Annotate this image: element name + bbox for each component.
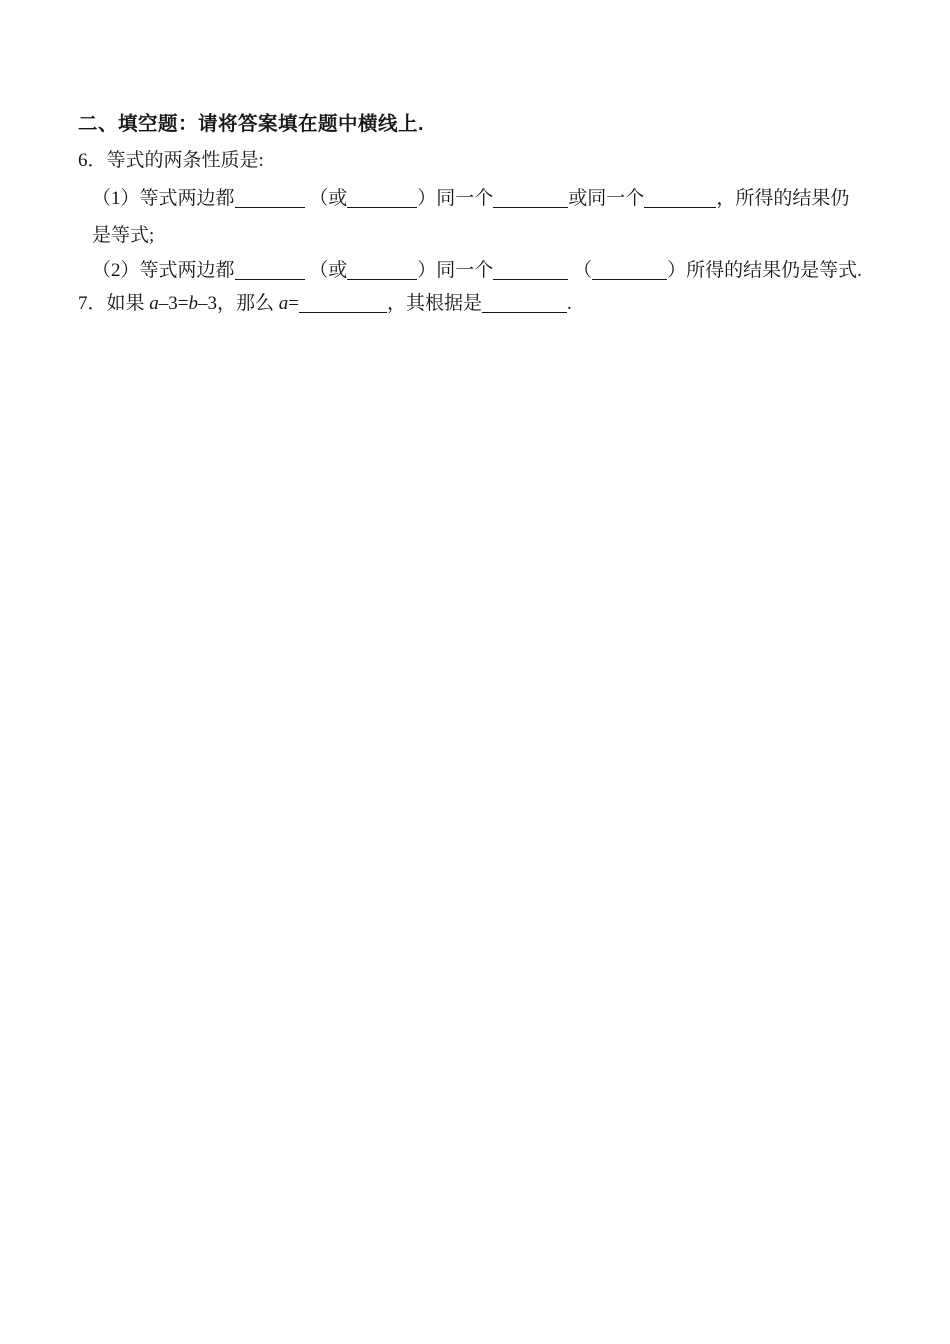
text-segment: a [149,293,159,314]
answer-blank [299,311,387,313]
answer-blank [592,278,667,280]
text-segment: ，其根据是 [386,293,482,314]
text-segment: 7．如果 [78,293,150,314]
question-6-part-1 [92,187,892,211]
answer-blank [644,206,716,208]
question-6-stem: 6．等式的两条性质是: [78,150,264,171]
text-segment: ）同一个 [417,260,494,281]
text-segment: ，所得的结果仍 [716,188,850,209]
text-segment: a [278,293,289,314]
answer-blank [493,278,568,280]
answer-blank [235,278,305,280]
question-7 [78,292,878,316]
question-6-part-1-continuation: 是等式; [92,225,155,246]
answer-blank [235,206,305,208]
text-segment: –3= [158,293,189,314]
text-segment: 或同一个 [568,188,645,209]
text-segment: （2）等式两边都 [92,260,235,281]
question-6-part-2 [92,259,902,283]
text-segment: . [566,293,572,314]
answer-blank [347,206,417,208]
text-segment: –3，那么 [197,293,279,314]
text-segment: ）同一个 [417,188,494,209]
answer-blank [347,278,417,280]
text-segment: = [288,293,299,314]
text-segment: ）所得的结果仍是等式. [667,260,862,281]
text-segment: b [188,293,198,314]
answer-blank [482,311,567,313]
text-segment: （1）等式两边都 [92,188,235,209]
text-segment: （或 [304,188,348,209]
section-heading: 二、填空题：请将答案填在题中横线上. [78,113,424,135]
text-segment: （ [568,260,593,281]
answer-blank [493,206,568,208]
text-segment: （或 [304,260,348,281]
